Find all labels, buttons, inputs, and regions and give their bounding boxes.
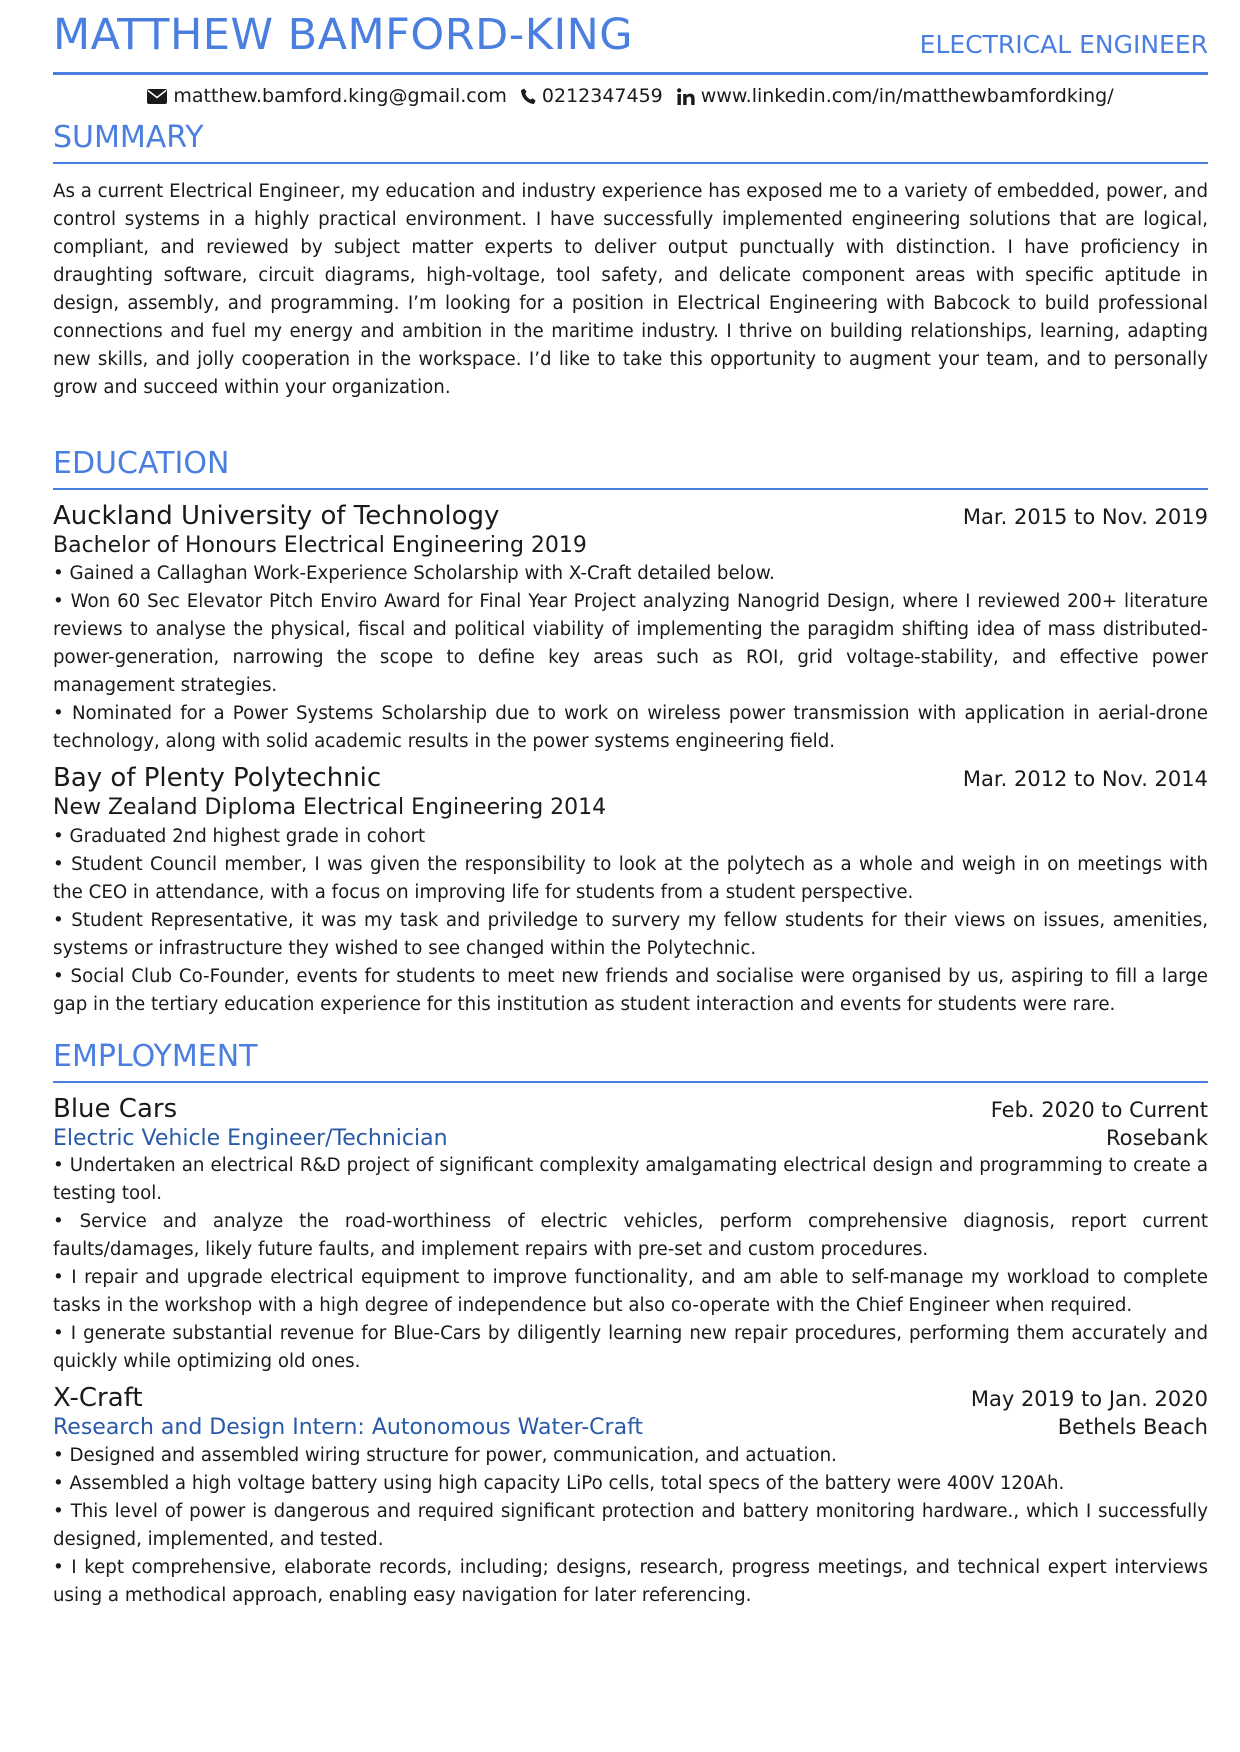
education-bullet: • Graduated 2nd highest grade in cohort <box>53 825 426 847</box>
education-bullet: • Gained a Callaghan Work-Experience Scholarship with X-Craft detailed below. <box>53 563 775 585</box>
employment-bullet: • Assembled a high voltage battery using high capacity LiPo cells, total specs of the battery were 400V 120Ah. <box>53 1472 1065 1494</box>
contact-email[interactable] <box>147 85 507 107</box>
linkedin-icon <box>677 88 695 105</box>
job-title: Electric Vehicle Engineer/Technician <box>53 1125 448 1151</box>
education-dates: Mar. 2015 to Nov. 2019 <box>962 505 1208 529</box>
employment-section <box>53 1039 1208 1610</box>
education-entry <box>53 764 1208 1018</box>
education-bullet: • Social Club Co-Founder, events for students to meet new friends and socialise were organised by us, aspiring to fill a large gap in the tertiary education experience for this institution as student interaction and events for students were rare. <box>53 965 1208 1015</box>
candidate-name: MATTHEW BAMFORD-KING <box>53 10 634 60</box>
phone-text[interactable]: 0212347459 <box>541 85 663 107</box>
company-name: X-Craft <box>53 1383 143 1414</box>
education-bullet: • Won 60 Sec Elevator Pitch Enviro Award for Final Year Project analyzing Nanogrid Design, where I reviewed 200+ literature reviews to analyse the physical, fiscal and political viability of implementing the paragidm shifting idea of mass distributed-power-generation, narrowing the scope to define key areas such as ROI, grid voltage-stability, and effective power management strategies. <box>53 591 1208 697</box>
employment-entry <box>53 1384 1208 1609</box>
institution-name: Bay of Plenty Polytechnic <box>53 763 382 794</box>
employment-entry-subheader <box>53 1125 1208 1153</box>
employment-bullet: • Service and analyze the road-worthiness of electric vehicles, perform comprehensive diagnosis, report current faults/damages, likely future faults, and implement repairs with pre-set and custom procedures. <box>53 1211 1208 1261</box>
company-name: Blue Cars <box>53 1093 178 1124</box>
job-title: Research and Design Intern: Autonomous Water-Craft <box>53 1415 644 1441</box>
job-location: Rosebank <box>1105 1125 1208 1150</box>
education-section <box>53 446 1208 1019</box>
degree-name: Bachelor of Honours Electrical Engineering 2019 <box>53 532 587 558</box>
contact-phone[interactable] <box>521 85 663 107</box>
education-bullet: • Student Council member, I was given the responsibility to look at the polytech as a whole and weigh in on meetings with the CEO in attendance, with a focus on improving life for students from a student perspective. <box>53 853 1208 903</box>
education-bullet: • Student Representative, it was my task and priviledge to survery my fellow students for their views on issues, amenities, systems or infrastructure they wished to see changed within the Polytechnic. <box>53 909 1208 959</box>
employment-bullet: • I generate substantial revenue for Blue-Cars by diligently learning new repair procedures, performing them accurately and quickly while optimizing old ones. <box>53 1323 1208 1373</box>
employment-divider <box>53 1081 1208 1083</box>
education-dates: Mar. 2012 to Nov. 2014 <box>962 767 1208 792</box>
summary-heading: SUMMARY <box>53 120 204 155</box>
employment-entry-subheader <box>53 1414 1208 1442</box>
education-entry-header <box>53 764 1208 794</box>
employment-bullet: • I kept comprehensive, elaborate records, including; designs, research, progress meetings, and technical expert interviews using a methodical approach, enabling easy navigation for later referencing. <box>53 1556 1208 1606</box>
job-location: Bethels Beach <box>1057 1415 1208 1440</box>
candidate-role: ELECTRICAL ENGINEER <box>919 30 1208 59</box>
header-divider <box>53 72 1208 75</box>
education-bullet: • Nominated for a Power Systems Scholarship due to work on wireless power transmission with application in aerial-drone technology, along with solid academic results in the power systems engineering field. <box>53 703 1208 753</box>
summary-section <box>53 120 1208 402</box>
envelope-icon <box>147 89 167 104</box>
employment-bullet: • Designed and assembled wiring structure for power, communication, and actuation. <box>53 1444 837 1466</box>
linkedin-text[interactable]: www.linkedin.com/in/matthewbamfordking/ <box>700 85 1114 107</box>
contact-linkedin[interactable] <box>677 85 1114 107</box>
contact-bar <box>53 83 1208 109</box>
employment-bullet: • Undertaken an electrical R&D project of significant complexity amalgamating electrical design and programming to create a testing tool. <box>53 1155 1208 1205</box>
education-entry <box>53 502 1208 756</box>
employment-heading: EMPLOYMENT <box>53 1038 258 1074</box>
employment-entry-header <box>53 1095 1208 1125</box>
summary-text: As a current Electrical Engineer, my education and industry experience has exposed me to a variety of embedded, power, and control systems in a highly practical environment. I have successfully implemented engineering solutions that are logical, compliant, and reviewed by subject matter experts to deliver output punctually with distinction. I have proficiency in draughting software, circuit diagrams, high-voltage, tool safety, and delicate component areas with specific aptitude in design, assembly, and programming. I’m looking for a position in Electrical Engineering with Babcock to build professional connections and fuel my energy and ambition in the maritime industry. I thrive on building relationships, learning, adapting new skills, and jolly cooperation in the workspace. I’d like to take this opportunity to augment your team, and to personally grow and succeed within your organization. <box>53 181 1208 398</box>
employment-dates: Feb. 2020 to Current <box>990 1097 1208 1122</box>
summary-divider <box>53 162 1208 164</box>
employment-bullet: • This level of power is dangerous and required significant protection and battery monitoring hardware., which I successfully designed, implemented, and tested. <box>53 1500 1208 1550</box>
employment-dates: May 2019 to Jan. 2020 <box>970 1387 1208 1412</box>
resume-header <box>53 0 1208 72</box>
employment-bullet: • I repair and upgrade electrical equipment to improve functionality, and am able to self-manage my workload to complete tasks in the workshop with a high degree of independence but also co-operate with the Chief Engineer when required. <box>53 1267 1208 1317</box>
education-entry-header <box>53 502 1208 532</box>
degree-name: New Zealand Diploma Electrical Engineering 2014 <box>53 795 607 821</box>
phone-icon <box>521 88 536 105</box>
employment-entry <box>53 1095 1208 1376</box>
resume-page <box>53 0 1208 1610</box>
email-text[interactable]: matthew.bamford.king@gmail.com <box>173 85 507 107</box>
employment-entry-header <box>53 1384 1208 1414</box>
institution-name: Auckland University of Technology <box>53 501 500 531</box>
education-heading: EDUCATION <box>53 446 230 481</box>
education-divider <box>53 488 1208 490</box>
